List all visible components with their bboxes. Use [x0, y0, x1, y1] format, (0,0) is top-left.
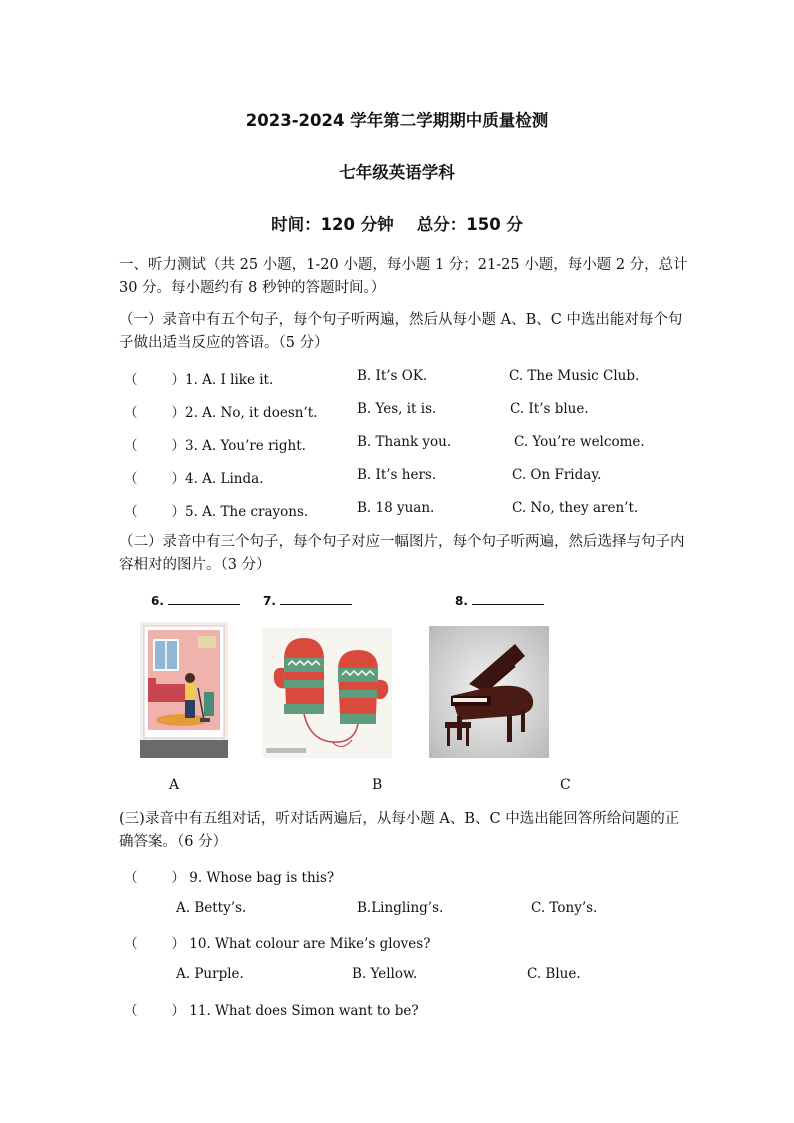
section1-instruction: （一）录音中有五个句子，每个句子听两遍，然后从每小题 A、B、C 中选出能对每个句子做出适当反应的答语。（5 分）	[119, 312, 683, 351]
question-5-option-a: 5. A. The crayons.	[185, 504, 309, 520]
question-5-option-c: C. No, they aren’t.	[512, 500, 639, 516]
picture-letter-c: C	[560, 777, 571, 793]
question-10	[124, 932, 430, 952]
answer-paren-11[interactable]: （	[124, 1003, 138, 1019]
question-2	[124, 401, 317, 421]
question-5-option-b: B. 18 yuan.	[357, 500, 435, 516]
section3-instruction: (三)录音中有五组对话，听对话两遍后，从每小题 A、B、C 中选出能回答所给问题的正确答案。（6 分）	[119, 811, 680, 850]
question-2-option-b: B. Yes, it is.	[357, 401, 437, 417]
q10-option-c: C. Blue.	[527, 966, 581, 982]
q9-option-b: B.Lingling’s.	[357, 900, 444, 916]
question-4-option-c: C. On Friday.	[512, 467, 602, 483]
picture-b-mittens	[262, 628, 392, 758]
question-11	[124, 999, 419, 1019]
question-3-option-c: C. You’re welcome.	[514, 434, 645, 450]
answer-blank-8[interactable]	[455, 590, 544, 609]
question-3	[124, 434, 306, 454]
part1-heading: 一、听力测试（共 25 小题，1-20 小题，每小题 1 分；21-25 小题，每小题 2 分，总计 30 分。每小题约有 8 秒钟的答题时间。）	[119, 257, 688, 296]
q9-option-a: A. Betty’s.	[176, 900, 247, 916]
question-3-option-b: B. Thank you.	[357, 434, 452, 450]
blank-label-8: 8.	[455, 594, 468, 608]
question-1	[124, 368, 273, 388]
blank-line-6[interactable]	[168, 592, 240, 605]
answer-paren-close-2: ）	[171, 405, 185, 421]
question-1-option-a: 1. A. I like it.	[185, 372, 274, 388]
answer-paren-1[interactable]: （	[124, 372, 138, 388]
picture-a-cleaning-poster	[140, 622, 228, 758]
answer-paren-close-9: ）	[171, 870, 185, 886]
answer-blank-6[interactable]	[151, 590, 240, 609]
answer-paren-close-11: ）	[171, 1003, 185, 1019]
time-info: 时间：120 分钟 总分：150 分	[271, 215, 523, 234]
answer-paren-2[interactable]: （	[124, 405, 138, 421]
question-9	[124, 866, 334, 886]
answer-paren-close-4: ）	[171, 471, 185, 487]
answer-paren-close-5: ）	[171, 504, 185, 520]
question-1-option-c: C. The Music Club.	[509, 368, 640, 384]
answer-paren-5[interactable]: （	[124, 504, 138, 520]
picture-c-grand-piano	[429, 626, 549, 758]
answer-paren-10[interactable]: （	[124, 936, 138, 952]
q10-option-a: A. Purple.	[176, 966, 244, 982]
picture-letter-a: A	[169, 777, 180, 793]
question-4-option-b: B. It’s hers.	[357, 467, 437, 483]
answer-blank-7[interactable]	[263, 590, 352, 609]
blank-label-7: 7.	[263, 594, 276, 608]
question-3-option-a: 3. A. You’re right.	[185, 438, 306, 454]
answer-paren-close-3: ）	[171, 438, 185, 454]
q9-option-c: C. Tony’s.	[531, 900, 598, 916]
question-11-text: 11. What does Simon want to be?	[189, 1003, 419, 1019]
question-5	[124, 500, 308, 520]
blank-label-6: 6.	[151, 594, 164, 608]
question-2-option-a: 2. A. No, it doesn’t.	[185, 405, 318, 421]
blank-line-8[interactable]	[472, 592, 544, 605]
answer-paren-3[interactable]: （	[124, 438, 138, 454]
question-9-text: 9. Whose bag is this?	[189, 870, 335, 886]
blank-line-7[interactable]	[280, 592, 352, 605]
picture-letter-b: B	[372, 777, 383, 793]
exam-title: 2023-2024 学年第二学期期中质量检测	[245, 111, 549, 130]
answer-paren-close-10: ）	[171, 936, 185, 952]
question-10-text: 10. What colour are Mike’s gloves?	[189, 936, 431, 952]
q10-option-b: B. Yellow.	[352, 966, 418, 982]
answer-paren-4[interactable]: （	[124, 471, 138, 487]
question-4	[124, 467, 263, 487]
question-4-option-a: 4. A. Linda.	[185, 471, 264, 487]
section2-instruction: （二）录音中有三个句子，每个句子对应一幅图片，每个句子听两遍，然后选择与句子内容相对的图片。（3 分）	[119, 534, 685, 573]
answer-paren-9[interactable]: （	[124, 870, 138, 886]
question-1-option-b: B. It’s OK.	[357, 368, 428, 384]
subject-title: 七年级英语学科	[339, 163, 455, 182]
answer-paren-close-1: ）	[171, 372, 185, 388]
question-2-option-c: C. It’s blue.	[510, 401, 589, 417]
